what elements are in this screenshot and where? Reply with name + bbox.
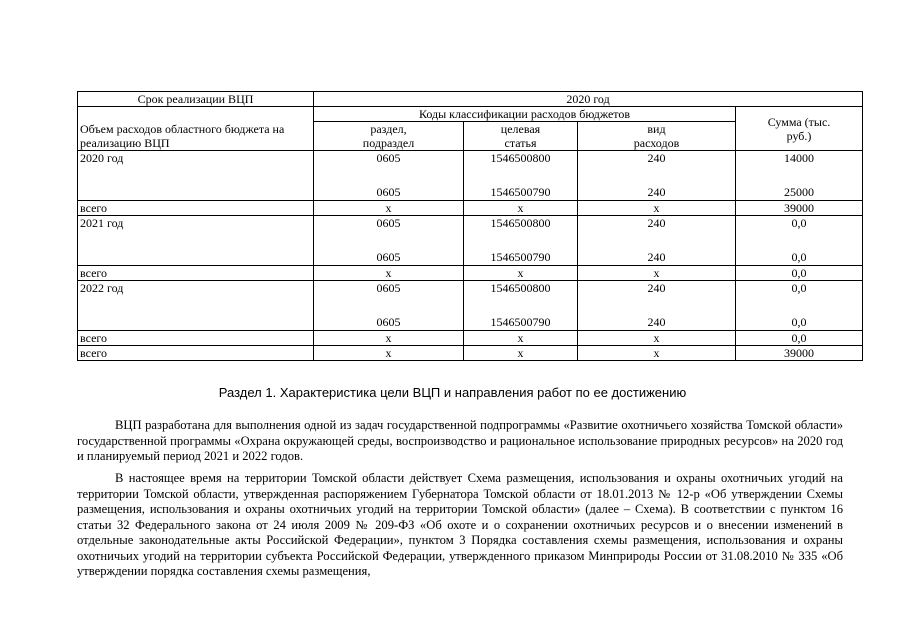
table-header-row bbox=[78, 92, 863, 107]
grand-total-type-cell: х bbox=[578, 346, 736, 361]
target-code: 1546500790 bbox=[490, 315, 551, 329]
total-section-cell: х bbox=[314, 201, 464, 216]
paragraph: ВЦП разработана для выполнения одной из задач государственной подпрограммы «Развитие охотничьего хозяйства Томской области» государственной программы «Охрана окружающей среды, воспроизводство и рациональное использование природных ресурсов» на 2020 год и планируемый период 2021 и 2022 годов. bbox=[77, 418, 843, 463]
total-sum-cell: 39000 bbox=[736, 201, 863, 216]
sum-value: 0,0 bbox=[791, 250, 807, 264]
period-value-cell: 2020 год bbox=[314, 92, 863, 107]
table-row bbox=[78, 281, 863, 331]
target-header-cell: целевая статья bbox=[464, 122, 578, 151]
target-code: 1546500800 bbox=[490, 151, 551, 165]
sum-value: 14000 bbox=[784, 151, 814, 165]
total-sum-cell: 0,0 bbox=[736, 266, 863, 281]
table-grand-total-row bbox=[78, 346, 863, 361]
total-section-cell: х bbox=[314, 331, 464, 346]
total-target-cell: х bbox=[464, 266, 578, 281]
target-code: 1546500800 bbox=[490, 281, 551, 295]
section-code: 0605 bbox=[376, 281, 401, 295]
type-code: 240 bbox=[647, 151, 666, 165]
type-code: 240 bbox=[647, 281, 666, 295]
table-header-row bbox=[78, 107, 863, 122]
type-code: 240 bbox=[647, 185, 666, 199]
type-code: 240 bbox=[647, 315, 666, 329]
sum-header-cell: Сумма (тыс. руб.) bbox=[736, 107, 863, 151]
total-type-cell: х bbox=[578, 201, 736, 216]
sum-value: 25000 bbox=[784, 185, 814, 199]
target-code: 1546500800 bbox=[490, 216, 551, 230]
total-label-cell: всего bbox=[78, 331, 314, 346]
section-code: 0605 bbox=[376, 151, 401, 165]
total-label-cell: всего bbox=[78, 201, 314, 216]
total-sum-cell: 0,0 bbox=[736, 331, 863, 346]
year-label-cell: 2021 год bbox=[78, 216, 314, 266]
sum-value: 0,0 bbox=[791, 281, 807, 295]
volume-label-cell: Объем расходов областного бюджета на реализацию ВЦП bbox=[78, 107, 314, 151]
grand-total-section-cell: х bbox=[314, 346, 464, 361]
year-label-cell: 2022 год bbox=[78, 281, 314, 331]
paragraph: В настоящее время на территории Томской области действует Схема размещения, использования и охраны охотничьих угодий на территории Томской области, утвержденная распоряжением Губернатора Томской области от 18.01.2013 № 12-р «Об утверждении Схемы размещения, использования и охраны охотничьих угодий на территории Томской области» (далее – Схема). В соответствии с пунктом 16 статьи 32 Федерального закона от 24 июля 2009 № 209-ФЗ «Об охоте и о сохранении охотничьих ресурсов и о внесении изменений в отдельные законодательные акты Российской Федерации», пунктом 3 Порядка составления схемы размещения, использования и охраны охотничьих угодий на территории субъекта Российской Федерации, утвержденного приказом Минприроды России от 31.08.2010 № 335 «Об утверждении порядка составления схемы размещения, bbox=[77, 471, 843, 578]
codes-label-cell: Коды классификации расходов бюджетов bbox=[314, 107, 736, 122]
table-total-row bbox=[78, 201, 863, 216]
total-type-cell: х bbox=[578, 266, 736, 281]
sum-value: 0,0 bbox=[791, 315, 807, 329]
budget-table bbox=[77, 91, 863, 361]
year-label-cell: 2020 год bbox=[78, 151, 314, 201]
grand-total-sum-cell: 39000 bbox=[736, 346, 863, 361]
target-code: 1546500790 bbox=[490, 250, 551, 264]
section-code: 0605 bbox=[376, 216, 401, 230]
total-section-cell: х bbox=[314, 266, 464, 281]
period-label-cell: Срок реализации ВЦП bbox=[78, 92, 314, 107]
target-code: 1546500790 bbox=[490, 185, 551, 199]
table-total-row bbox=[78, 266, 863, 281]
type-code: 240 bbox=[647, 250, 666, 264]
section-title: Раздел 1. Характеристика цели ВЦП и направления работ по ее достижению bbox=[218, 385, 687, 400]
type-code: 240 bbox=[647, 216, 666, 230]
total-type-cell: х bbox=[578, 331, 736, 346]
section-code: 0605 bbox=[376, 315, 401, 329]
total-target-cell: х bbox=[464, 331, 578, 346]
table-total-row bbox=[78, 331, 863, 346]
table-row bbox=[78, 216, 863, 266]
type-header-cell: вид расходов bbox=[578, 122, 736, 151]
grand-total-label-cell: всего bbox=[78, 346, 314, 361]
section-code: 0605 bbox=[376, 250, 401, 264]
table-row bbox=[78, 151, 863, 201]
section-header-cell: раздел, подраздел bbox=[314, 122, 464, 151]
total-target-cell: х bbox=[464, 201, 578, 216]
grand-total-target-cell: х bbox=[464, 346, 578, 361]
total-label-cell: всего bbox=[78, 266, 314, 281]
sum-value: 0,0 bbox=[791, 216, 807, 230]
section-code: 0605 bbox=[376, 185, 401, 199]
